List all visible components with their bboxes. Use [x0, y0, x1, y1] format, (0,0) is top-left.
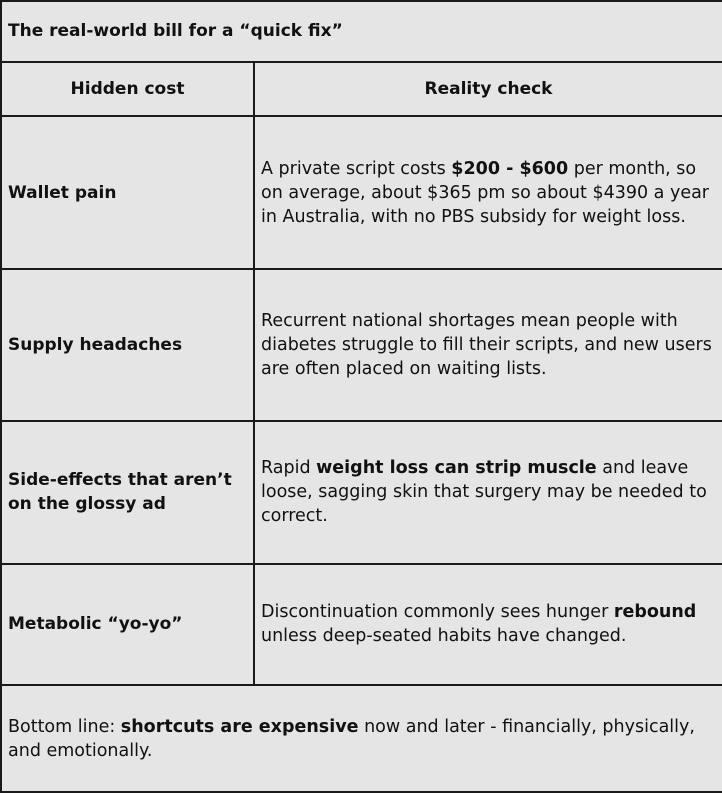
reality-bold-text: weight loss can strip muscle	[316, 458, 597, 479]
reality-bold-text: rebound	[613, 602, 697, 623]
row-reality-wallet-pain	[254, 116, 722, 269]
header-row	[1, 62, 722, 116]
bottom-line-row	[1, 685, 722, 792]
table-row	[1, 116, 722, 269]
reality-text: per month, so on average, about $365 pm so about $4390 a year in Australia, with no PBS subsidy for weight loss.	[261, 158, 710, 227]
reality-text: and leave loose, sagging skin that surgery may be needed to correct.	[261, 458, 707, 527]
reality-text: unless deep-seated habits have changed.	[261, 626, 627, 647]
title-row	[1, 1, 722, 62]
row-reality-side-effects	[254, 421, 722, 564]
bottom-line-text: Bottom line:	[8, 716, 121, 737]
row-label-side-effects: Side-effects that aren’t on the glossy ad	[1, 421, 254, 564]
reality-text: Discontinuation commonly sees hunger	[261, 602, 614, 623]
header-reality-check: Reality check	[254, 62, 722, 116]
header-hidden-cost: Hidden cost	[1, 62, 254, 116]
row-reality-metabolic-yo-yo	[254, 564, 722, 685]
reality-text: A private script costs	[261, 158, 452, 179]
bottom-line-bold-text: shortcuts are expensive	[120, 716, 359, 737]
row-label-metabolic-yo-yo: Metabolic “yo-yo”	[1, 564, 254, 685]
table-title: The real-world bill for a “quick fix”	[1, 1, 722, 62]
reality-text: Rapid	[261, 458, 317, 479]
bottom-line-text: now and later - financially, physically, and emotionally.	[8, 716, 695, 761]
table-row	[1, 269, 722, 420]
row-label-supply-headaches: Supply headaches	[1, 269, 254, 420]
reality-bold-text: $200 - $600	[451, 158, 569, 179]
row-reality-supply-headaches	[254, 269, 722, 420]
table-row	[1, 421, 722, 564]
bottom-line	[1, 685, 722, 792]
reality-text: Recurrent national shortages mean people with diabetes struggle to fill their scripts, and new users are often placed on waiting lists.	[261, 311, 712, 379]
table-row	[1, 564, 722, 685]
row-label-wallet-pain: Wallet pain	[1, 116, 254, 269]
